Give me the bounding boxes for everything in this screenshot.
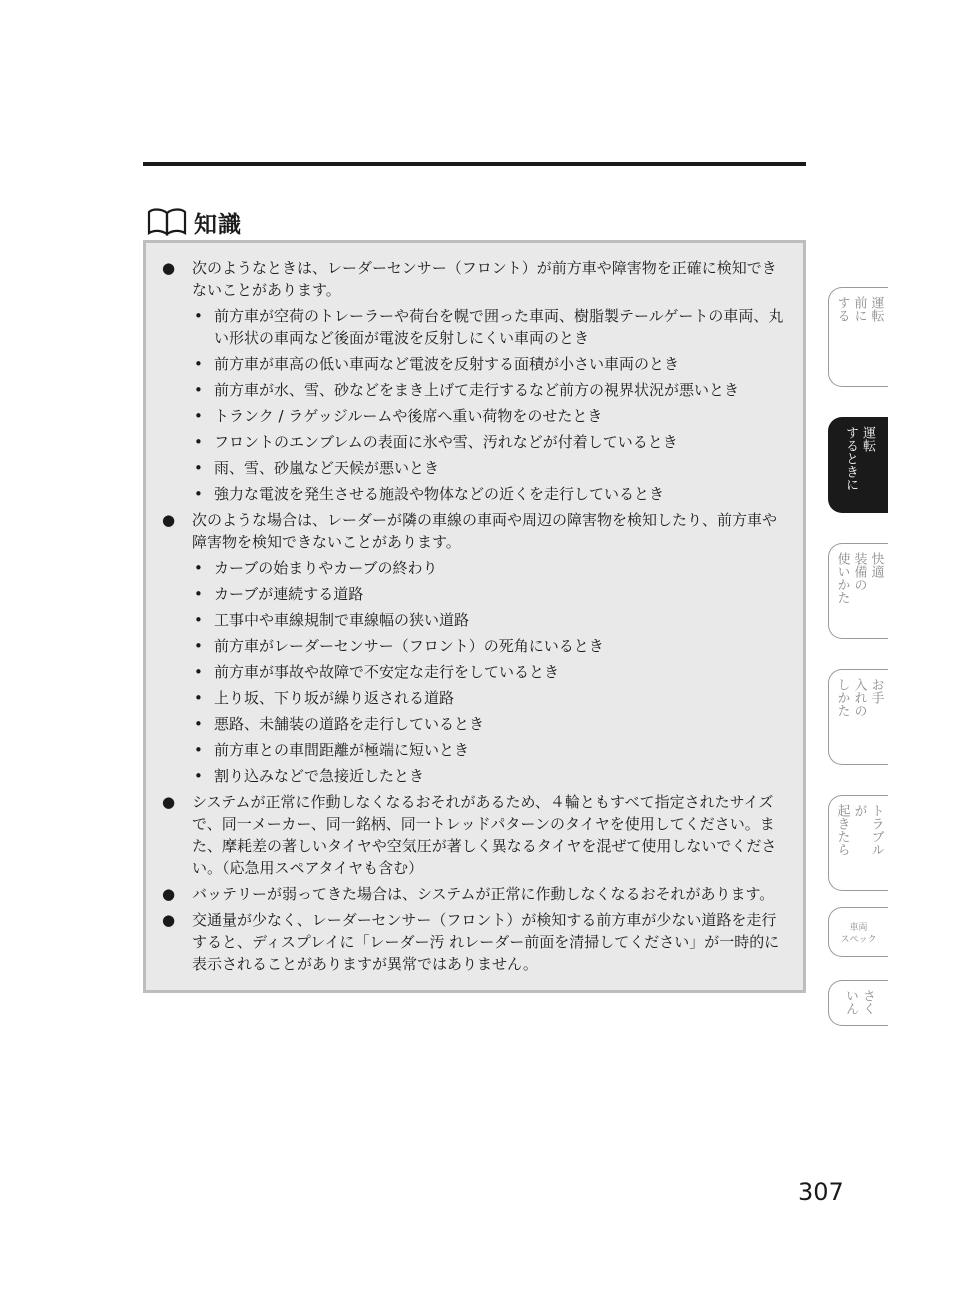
- sub-item-text: フロントのエンブレムの表面に氷や雪、汚れなどが付着しているとき: [214, 433, 678, 451]
- open-book-icon: [146, 207, 188, 237]
- sub-bullet: •: [194, 485, 203, 503]
- list-item: [156, 883, 787, 905]
- item-text: 次のようなときは、レーダーセンサー（フロント）が前方車や障害物を正確に検知できないことがあります。: [192, 259, 777, 299]
- sub-item: [192, 687, 787, 709]
- chapter-tab-label: する: [834, 296, 850, 322]
- chapter-tab[interactable]: [828, 980, 888, 1026]
- sub-bullet: •: [194, 459, 203, 477]
- item-text: システムが正常に作動しなくなるおそれがあるため、４輪ともすべて指定されたサイズで、同一メーカー、同一銘柄、同一トレッドパターンのタイヤを使用してください。また、摩耗差の著しいタイヤや空気圧が著しく異なるタイヤを混ぜて使用しないでください。（応急用スペアタイヤも含む）: [192, 793, 777, 877]
- sub-item: [192, 379, 787, 401]
- sub-item: [192, 609, 787, 631]
- chapter-tab[interactable]: [828, 417, 888, 513]
- sub-item-text: トランク / ラゲッジルームや後席へ重い荷物をのせたとき: [214, 407, 603, 425]
- sub-item-text: 強力な電波を発生させる施設や物体などの近くを走行しているとき: [214, 485, 665, 503]
- sub-item-text: 前方車が空荷のトレーラーや荷台を幌で囲った車両、樹脂製テールゲートの車両、丸い形状の車両など後面が電波を反射しにくい車両のとき: [214, 307, 784, 347]
- item-text: 交通量が少なく、レーダーセンサー（フロント）が検知する前方車が少ない道路を走行すると、ディスプレイに「レーダー汚 れレーダー前面を清掃してください」が一時的に表示されることがありますが異常ではありません。: [192, 911, 780, 973]
- info-box: [143, 240, 806, 993]
- bullet: ●: [162, 793, 176, 811]
- sub-item: [192, 431, 787, 453]
- chapter-tab-label: お手: [868, 678, 884, 704]
- sub-item-text: 割り込みなどで急接近したとき: [214, 767, 425, 785]
- list-item: [156, 791, 787, 879]
- chapter-tab-label: さく: [860, 989, 875, 1015]
- sub-item: [192, 405, 787, 427]
- chapter-tab-label: 装備の: [851, 552, 867, 591]
- bullet: ●: [162, 511, 176, 529]
- chapter-tab-label: するときに: [843, 426, 858, 491]
- sub-bullet: •: [194, 663, 203, 681]
- sub-bullet: •: [194, 381, 203, 399]
- chapter-tab-label: 起きたら: [834, 804, 850, 856]
- chapter-tab-label: 入れの: [851, 678, 867, 717]
- section-title: 知識: [194, 211, 242, 238]
- sub-item: [192, 483, 787, 505]
- top-rule: [143, 162, 806, 166]
- sub-item-text: 雨、雪、砂嵐など天候が悪いとき: [214, 459, 440, 477]
- sub-item: [192, 305, 787, 349]
- chapter-tab-label: 使いかた: [834, 552, 850, 604]
- sub-bullet: •: [194, 741, 203, 759]
- sub-item-text: 工事中や車線規制で車線幅の狭い道路: [214, 611, 470, 629]
- sub-item: [192, 635, 787, 657]
- sub-item: [192, 583, 787, 605]
- chapter-tab-label: 運転: [860, 426, 875, 452]
- sub-item-text: カーブが連続する道路: [214, 585, 364, 603]
- sub-item-text: 前方車が車高の低い車両など電波を反射する面積が小さい車両のとき: [214, 355, 680, 373]
- chapter-tab[interactable]: [828, 795, 888, 891]
- chapter-tab-label: 車両: [849, 922, 868, 933]
- chapter-tab[interactable]: [828, 287, 888, 387]
- sub-item-text: カーブの始まりやカーブの終わり: [214, 559, 438, 577]
- sub-bullet: •: [194, 307, 203, 325]
- sub-list: [192, 557, 787, 787]
- bullet: ●: [162, 885, 176, 903]
- sub-bullet: •: [194, 689, 203, 707]
- sub-bullet: •: [194, 407, 203, 425]
- sub-bullet: •: [194, 611, 203, 629]
- sub-item-text: 悪路、未舗装の道路を走行しているとき: [214, 715, 485, 733]
- sub-bullet: •: [194, 433, 203, 451]
- chapter-tab-label: 前に: [851, 296, 867, 322]
- sub-item-text: 上り坂、下り坂が繰り返される道路: [214, 689, 455, 707]
- sub-item: [192, 353, 787, 375]
- sub-bullet: •: [194, 559, 203, 577]
- list-item: [156, 257, 787, 505]
- chapter-tab-label: 快適: [868, 552, 884, 578]
- sub-item: [192, 739, 787, 761]
- bullet: ●: [162, 911, 176, 929]
- sub-list: [192, 305, 787, 505]
- sub-bullet: •: [194, 585, 203, 603]
- item-text: 次のような場合は、レーダーが隣の車線の車両や周辺の障害物を検知したり、前方車や障害物を検知できないことがあります。: [192, 511, 778, 551]
- chapter-tab-label: 運転: [868, 296, 884, 322]
- chapter-tab-label: トラブル: [868, 804, 884, 856]
- sub-item-text: 前方車との車間距離が極端に短いとき: [214, 741, 470, 759]
- sub-item: [192, 457, 787, 479]
- chapter-tab[interactable]: [828, 669, 888, 765]
- sub-item-text: 前方車がレーダーセンサー（フロント）の死角にいるとき: [214, 637, 604, 655]
- section-header: [146, 206, 242, 238]
- sub-item-text: 前方車が事故や故障で不安定な走行をしているとき: [214, 663, 560, 681]
- chapter-tab-label: が: [851, 804, 867, 817]
- sub-bullet: •: [194, 715, 203, 733]
- sub-bullet: •: [194, 355, 203, 373]
- sub-item-text: 前方車が水、雪、砂などをまき上げて走行するなど前方の視界状況が悪いとき: [214, 381, 740, 399]
- item-list: [156, 257, 787, 975]
- sub-item: [192, 661, 787, 683]
- sub-bullet: •: [194, 637, 203, 655]
- list-item: [156, 509, 787, 787]
- sub-item: [192, 713, 787, 735]
- chapter-tab-label: しかた: [834, 678, 850, 717]
- list-item: [156, 909, 787, 975]
- chapter-tab[interactable]: [828, 543, 888, 639]
- bullet: ●: [162, 259, 176, 277]
- item-text: バッテリーが弱ってきた場合は、システムが正常に作動しなくなるおそれがあります。: [192, 885, 775, 903]
- sub-bullet: •: [194, 767, 203, 785]
- sub-item: [192, 557, 787, 579]
- sub-item: [192, 765, 787, 787]
- chapter-tab-label: スペック: [840, 934, 877, 945]
- chapter-tab-label: いん: [843, 989, 858, 1015]
- page-number: 307: [798, 1178, 844, 1206]
- chapter-tab[interactable]: [828, 907, 888, 957]
